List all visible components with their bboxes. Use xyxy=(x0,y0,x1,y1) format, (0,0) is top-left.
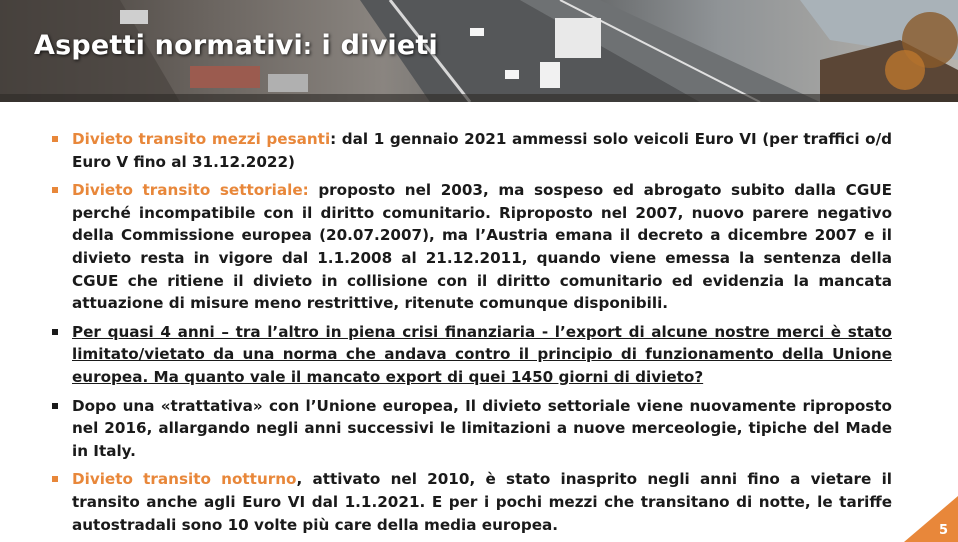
item-text-underlined: Per quasi 4 anni – tra l’altro in piena crisi finanziaria - l’export di alcune nostre merci è stato limitato/vietato da una norma che andava contro il principio di funzionamento della Unione europea. Ma quanto vale il mancato export di quei 1450 giorni di divieto? xyxy=(72,322,892,386)
item-highlight: Divieto transito notturno xyxy=(72,470,297,489)
page-number: 5 xyxy=(938,523,948,538)
item-text: Dopo una «trattativa» con l’Unione europea, Il divieto settoriale viene nuovamente riproposto nel 2016, allargando negli anni successivi le limitazioni a nuove merceologie, tipiche del Made in Italy. xyxy=(72,396,892,460)
list-item xyxy=(52,395,892,463)
page-corner-decoration xyxy=(904,496,958,542)
bullet-square-icon xyxy=(52,329,58,335)
slide-title: Aspetti normativi: i divieti xyxy=(34,30,438,61)
item-highlight: Divieto transito mezzi pesanti xyxy=(72,130,331,148)
bullet-list xyxy=(52,128,892,542)
list-item xyxy=(52,321,892,389)
list-item xyxy=(52,468,892,536)
item-text: , attivato nel 2010, è stato inasprito negli anni fino a vietare il transito anche agli Euro VI dal 1.1.2021. E per i pochi mezzi che transitano di notte, le tariffe autostradali sono 10 volte più care della media europea. xyxy=(72,470,892,534)
list-item xyxy=(52,128,892,173)
bullet-square-icon xyxy=(52,136,58,142)
item-highlight: Divieto transito settoriale: xyxy=(72,181,309,200)
item-text: proposto nel 2003, ma sospeso ed abrogato subito dalla CGUE perché incompatibile con il diritto comunitario. Riproposto nel 2007, nuovo parere negativo della Commissione europea (20.07.2007), ma l’Austria emana il decreto a dicembre 2007 e il divieto resta in vigore dal 1.1.2008 al 21.12.2011, quando viene emessa la sentenza della CGUE che ritiene il divieto in collisione con il diritto comunitario ed evidenzia la mancata attuazione di misure meno restrittive, ritenute comunque disponibili. xyxy=(72,181,892,313)
bullet-square-icon xyxy=(52,187,58,193)
bullet-square-icon xyxy=(52,403,58,409)
header-banner-highway-photo xyxy=(0,0,958,102)
bullet-square-icon xyxy=(52,476,58,482)
item-text: : dal 1 gennaio 2021 ammessi solo veicoli Euro VI (per traffici o/d Euro V fino al 31.12.2022) xyxy=(72,130,892,171)
list-item xyxy=(52,179,892,315)
